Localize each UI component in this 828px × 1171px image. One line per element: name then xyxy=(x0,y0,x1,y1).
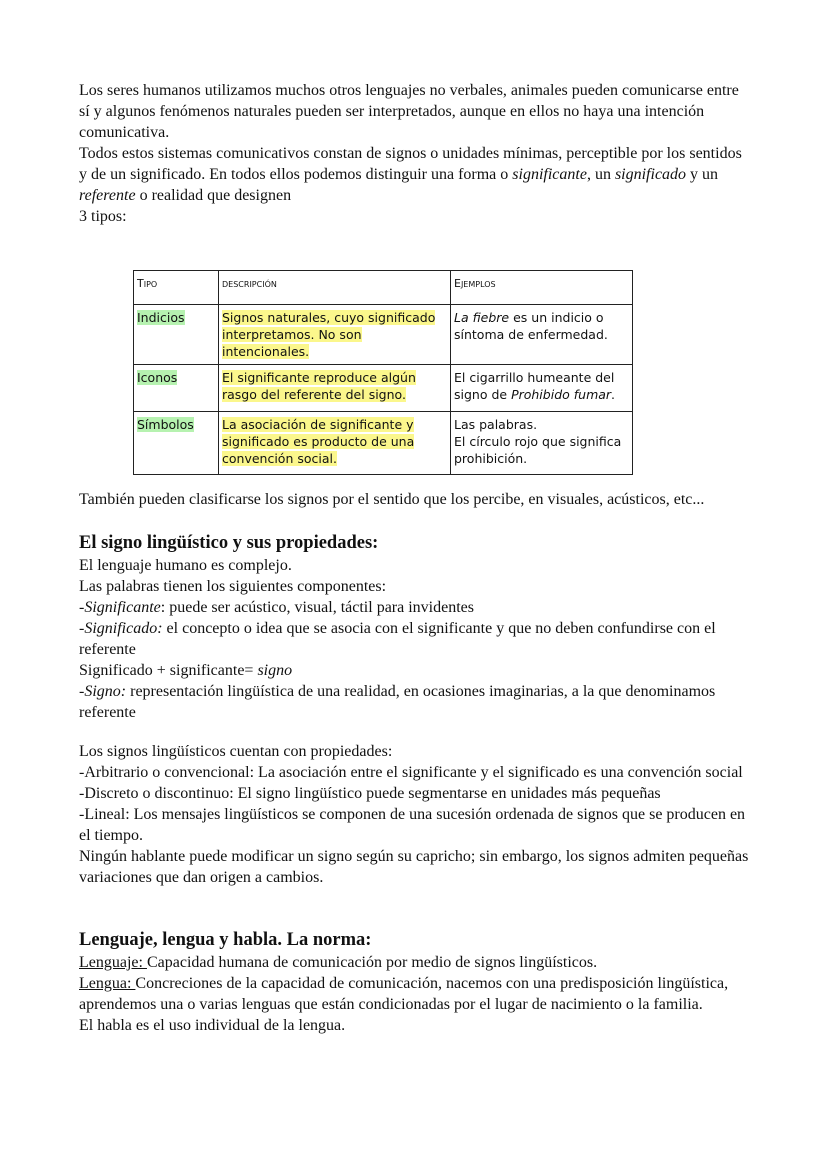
dash: - xyxy=(79,599,85,616)
definition-text: Capacidad humana de comunicación por medio de signos lingüísticos. xyxy=(146,954,598,971)
dash: - xyxy=(79,620,85,637)
descripcion-text: La asociación de significante y significado es producto de una convención social. xyxy=(222,417,415,466)
header-ejemplos: Ejemplos xyxy=(451,271,633,305)
term: Significante xyxy=(84,599,161,616)
dash: - xyxy=(79,683,85,700)
term-significado: significado xyxy=(614,166,687,183)
tipo-label: Iconos xyxy=(137,370,178,385)
ejemplo-line: Las palabras. xyxy=(454,417,538,432)
formula-text: Significado + significante= xyxy=(79,662,258,679)
property-discreto: -Discreto o discontinuo: El signo lingüístico puede segmentarse en unidades más pequeñas xyxy=(79,785,661,802)
cell-descripcion xyxy=(219,412,451,475)
ejemplo-text: es un indicio o síntoma de enfermedad. xyxy=(454,310,608,342)
paragraph: El habla es el uso individual de la lengua. xyxy=(79,1017,346,1034)
intro-text: o realidad que designen xyxy=(135,187,292,204)
definition-text: el concepto o idea que se asocia con el significante y que no deben confundirse con el referente xyxy=(79,620,716,658)
intro-section xyxy=(79,80,749,227)
table-header-row xyxy=(134,271,633,305)
def-lenguaje xyxy=(79,952,749,973)
ejemplo-text: El cigarrillo humeante del signo de xyxy=(454,370,615,402)
component-significante xyxy=(79,597,749,618)
def-lengua xyxy=(79,973,749,1015)
after-table-section xyxy=(79,489,749,510)
paragraph: Las palabras tienen los siguientes componentes: xyxy=(79,578,387,595)
component-signo xyxy=(79,681,749,723)
table-row xyxy=(134,365,633,412)
tipo-label: Símbolos xyxy=(137,417,194,432)
term-underlined: Lenguaje: xyxy=(79,954,147,971)
descripcion-text: El significante reproduce algún rasgo del referente del signo. xyxy=(222,370,416,402)
intro-text: , un xyxy=(586,166,615,183)
table-row xyxy=(134,305,633,365)
header-tipo: Tipo xyxy=(134,271,219,305)
table-row xyxy=(134,412,633,475)
after-table-paragraph: También pueden clasificarse los signos por el sentido que los percibe, en visuales, acústicos, etc... xyxy=(79,491,705,508)
cell-tipo xyxy=(134,365,219,412)
sign-types-table xyxy=(133,270,633,475)
definition-text: : puede ser acústico, visual, táctil para invidentes xyxy=(160,599,474,616)
term: signo xyxy=(257,662,293,679)
ejemplo-em: La fiebre xyxy=(454,310,510,325)
tipo-label: Indicios xyxy=(137,310,185,325)
intro-paragraph-2 xyxy=(79,143,749,206)
ejemplo-em: Prohibido fumar xyxy=(511,387,612,402)
cell-ejemplo xyxy=(451,305,633,365)
header-descripcion: descripción xyxy=(219,271,451,305)
term-significante: significante xyxy=(512,166,587,183)
ejemplo-text: . xyxy=(611,387,616,402)
component-significado xyxy=(79,618,749,660)
term-referente: referente xyxy=(79,187,136,204)
property-arbitrario: -Arbitrario o convencional: La asociación entre el significante y el significado es una convención social xyxy=(79,764,743,781)
signo-linguistico-section xyxy=(79,532,749,723)
cell-ejemplo xyxy=(451,365,633,412)
cell-descripcion xyxy=(219,365,451,412)
cell-ejemplo xyxy=(451,412,633,475)
cell-tipo xyxy=(134,412,219,475)
paragraph: Ningún hablante puede modificar un signo según su capricho; sin embargo, los signos admiten pequeñas variaciones que dan origen a cambios. xyxy=(79,848,749,886)
intro-paragraph-1: Los seres humanos utilizamos muchos otros lenguajes no verbales, animales pueden comunicarse entre sí y algunos fenómenos naturales pueden ser interpretados, aunque en ellos no haya una intención comunicativa. xyxy=(79,82,739,141)
definition-text: Concreciones de la capacidad de comunicación, nacemos con una predisposición lingüística, aprendemos una o varias lenguas que están condicionadas por el lugar de nacimiento o la familia. xyxy=(79,975,729,1013)
intro-text: Todos estos sistemas comunicativos constan de signos o unidades mínimas, perceptible por los sentidos y de un significado. En todos ellos podemos distinguir una forma o xyxy=(79,145,742,183)
term: Signo: xyxy=(84,683,127,700)
intro-text: y un xyxy=(686,166,719,183)
section-heading: El signo lingüístico y sus propiedades: xyxy=(79,533,379,553)
property-lineal: -Lineal: Los mensajes lingüísticos se componen de una sucesión ordenada de signos que se producen en el tiempo. xyxy=(79,806,746,844)
descripcion-text: Signos naturales, cuyo significado interpretamos. No son intencionales. xyxy=(222,310,436,359)
paragraph: Los signos lingüísticos cuentan con propiedades: xyxy=(79,743,393,760)
term-underlined: Lengua: xyxy=(79,975,136,992)
cell-tipo xyxy=(134,305,219,365)
term: Significado: xyxy=(84,620,163,637)
intro-paragraph-3: 3 tipos: xyxy=(79,208,127,225)
paragraph: El lenguaje humano es complejo. xyxy=(79,557,292,574)
definition-text: representación lingüística de una realidad, en ocasiones imaginarias, a la que denominamos referente xyxy=(79,683,716,721)
ejemplo-line: El círculo rojo que significa prohibición. xyxy=(454,434,622,466)
lenguaje-section xyxy=(79,929,749,1036)
section-heading: Lenguaje, lengua y habla. La norma: xyxy=(79,930,372,950)
propiedades-section xyxy=(79,741,749,888)
cell-descripcion xyxy=(219,305,451,365)
formula-line xyxy=(79,660,749,681)
